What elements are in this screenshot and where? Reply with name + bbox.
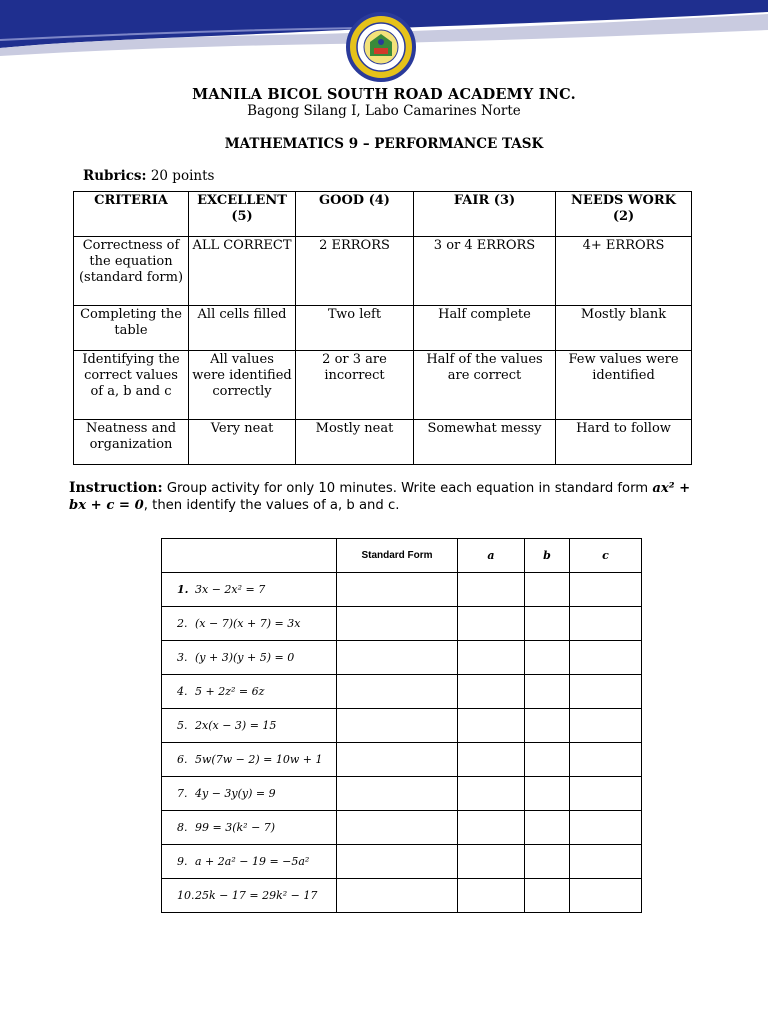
standard-form-answer-cell[interactable] bbox=[337, 607, 458, 641]
equation: 5 + 2z² = 6z bbox=[195, 685, 265, 698]
worksheet-header-cell: c bbox=[570, 539, 642, 573]
worksheet-row bbox=[162, 845, 642, 879]
worksheet-row bbox=[162, 573, 642, 607]
equation-cell bbox=[162, 777, 337, 811]
b-answer-cell[interactable] bbox=[525, 709, 570, 743]
a-answer-cell[interactable] bbox=[458, 573, 525, 607]
standard-form-answer-cell[interactable] bbox=[337, 743, 458, 777]
equation-cell bbox=[162, 675, 337, 709]
standard-form-answer-cell[interactable] bbox=[337, 777, 458, 811]
rubric-cell: Half complete bbox=[414, 306, 556, 351]
worksheet-header-row bbox=[162, 539, 642, 573]
equation-cell bbox=[162, 743, 337, 777]
a-answer-cell[interactable] bbox=[458, 811, 525, 845]
rubric-cell: Mostly neat bbox=[296, 420, 414, 465]
worksheet-header-cell: Standard Form bbox=[337, 539, 458, 573]
equation-cell bbox=[162, 709, 337, 743]
rubric-cell: Half of the values are correct bbox=[414, 351, 556, 420]
rubric-cell: Completing the table bbox=[74, 306, 189, 351]
equation-cell bbox=[162, 607, 337, 641]
c-answer-cell[interactable] bbox=[570, 743, 642, 777]
a-answer-cell[interactable] bbox=[458, 709, 525, 743]
worksheet-row bbox=[162, 709, 642, 743]
equation-cell bbox=[162, 879, 337, 913]
rubric-cell: Few values were identified bbox=[556, 351, 692, 420]
c-answer-cell[interactable] bbox=[570, 573, 642, 607]
rubrics-label: Rubrics: bbox=[83, 168, 147, 184]
school-name: MANILA BICOL SOUTH ROAD ACADEMY INC. bbox=[192, 86, 576, 103]
c-answer-cell[interactable] bbox=[570, 777, 642, 811]
b-answer-cell[interactable] bbox=[525, 811, 570, 845]
item-number: 4. bbox=[177, 685, 188, 698]
b-answer-cell[interactable] bbox=[525, 743, 570, 777]
rubric-cell: Hard to follow bbox=[556, 420, 692, 465]
rubric-cell: ALL CORRECT bbox=[189, 237, 296, 306]
standard-form-answer-cell[interactable] bbox=[337, 675, 458, 709]
equation: 5w(7w − 2) = 10w + 1 bbox=[195, 753, 323, 766]
worksheet-row bbox=[162, 777, 642, 811]
a-answer-cell[interactable] bbox=[458, 641, 525, 675]
rubric-header-cell: CRITERIA bbox=[74, 192, 189, 237]
equation: (y + 3)(y + 5) = 0 bbox=[195, 651, 295, 664]
worksheet-row bbox=[162, 675, 642, 709]
standard-form-answer-cell[interactable] bbox=[337, 709, 458, 743]
rubric-row bbox=[74, 237, 692, 306]
equation: a + 2a² − 19 = −5a² bbox=[195, 855, 310, 868]
standard-form-answer-cell[interactable] bbox=[337, 573, 458, 607]
worksheet-row bbox=[162, 641, 642, 675]
equation: 3x − 2x² = 7 bbox=[195, 583, 266, 596]
rubric-header-cell: FAIR (3) bbox=[414, 192, 556, 237]
a-answer-cell[interactable] bbox=[458, 607, 525, 641]
c-answer-cell[interactable] bbox=[570, 675, 642, 709]
worksheet-row bbox=[162, 811, 642, 845]
worksheet-row bbox=[162, 607, 642, 641]
item-number: 1. bbox=[177, 583, 189, 596]
item-number: 3. bbox=[177, 651, 188, 664]
worksheet-row bbox=[162, 743, 642, 777]
standard-form-formula: ax² + bx + c = 0 bbox=[69, 481, 691, 513]
item-number: 5. bbox=[177, 719, 188, 732]
rubric-cell: Two left bbox=[296, 306, 414, 351]
equation-cell bbox=[162, 573, 337, 607]
instruction-paragraph bbox=[69, 480, 699, 514]
item-number: 8. bbox=[177, 821, 188, 834]
rubric-cell: Very neat bbox=[189, 420, 296, 465]
rubric-row bbox=[74, 420, 692, 465]
a-answer-cell[interactable] bbox=[458, 743, 525, 777]
equation: 25k − 17 = 29k² − 17 bbox=[195, 889, 318, 902]
rubric-header-cell: EXCELLENT (5) bbox=[189, 192, 296, 237]
rubric-cell: All cells filled bbox=[189, 306, 296, 351]
rubrics-heading bbox=[83, 168, 214, 184]
item-number: 10. bbox=[177, 889, 195, 902]
school-seal-logo bbox=[346, 12, 416, 82]
worksheet-header-cell: a bbox=[458, 539, 525, 573]
rubric-cell: Identifying the correct values of a, b and c bbox=[74, 351, 189, 420]
worksheet-row bbox=[162, 879, 642, 913]
item-number: 6. bbox=[177, 753, 188, 766]
c-answer-cell[interactable] bbox=[570, 641, 642, 675]
equation: 99 = 3(k² − 7) bbox=[195, 821, 276, 834]
item-number: 2. bbox=[177, 617, 188, 630]
b-answer-cell[interactable] bbox=[525, 845, 570, 879]
task-title: MATHEMATICS 9 – PERFORMANCE TASK bbox=[224, 136, 544, 152]
a-answer-cell[interactable] bbox=[458, 879, 525, 913]
rubric-row bbox=[74, 351, 692, 420]
b-answer-cell[interactable] bbox=[525, 641, 570, 675]
worksheet-header-cell: b bbox=[525, 539, 570, 573]
c-answer-cell[interactable] bbox=[570, 879, 642, 913]
instruction-text-end: , then identify the values of a, b and c. bbox=[143, 498, 400, 513]
rubric-header-row bbox=[74, 192, 692, 237]
rubric-cell: Somewhat messy bbox=[414, 420, 556, 465]
rubric-cell: 2 or 3 are incorrect bbox=[296, 351, 414, 420]
rubric-cell: 2 ERRORS bbox=[296, 237, 414, 306]
c-answer-cell[interactable] bbox=[570, 811, 642, 845]
rubric-header-cell: GOOD (4) bbox=[296, 192, 414, 237]
worksheet-table bbox=[161, 538, 642, 913]
b-answer-cell[interactable] bbox=[525, 777, 570, 811]
rubric-cell: All values were identified correctly bbox=[189, 351, 296, 420]
equation: 4y − 3y(y) = 9 bbox=[195, 787, 276, 800]
b-answer-cell[interactable] bbox=[525, 675, 570, 709]
standard-form-answer-cell[interactable] bbox=[337, 879, 458, 913]
standard-form-answer-cell[interactable] bbox=[337, 811, 458, 845]
c-answer-cell[interactable] bbox=[570, 709, 642, 743]
a-answer-cell[interactable] bbox=[458, 675, 525, 709]
standard-form-answer-cell[interactable] bbox=[337, 845, 458, 879]
rubric-cell: 3 or 4 ERRORS bbox=[414, 237, 556, 306]
instruction-text: Group activity for only 10 minutes. Write each equation in standard form bbox=[162, 481, 653, 496]
rubric-cell: Correctness of the equation (standard form) bbox=[74, 237, 189, 306]
equation-cell bbox=[162, 811, 337, 845]
rubric-cell: 4+ ERRORS bbox=[556, 237, 692, 306]
standard-form-answer-cell[interactable] bbox=[337, 641, 458, 675]
worksheet-header-cell bbox=[162, 539, 337, 573]
rubric-row bbox=[74, 306, 692, 351]
instruction-label: Instruction: bbox=[69, 480, 163, 496]
b-answer-cell[interactable] bbox=[525, 573, 570, 607]
school-address: Bagong Silang I, Labo Camarines Norte bbox=[247, 103, 521, 119]
c-answer-cell[interactable] bbox=[570, 845, 642, 879]
rubrics-points: 20 points bbox=[150, 168, 215, 184]
b-answer-cell[interactable] bbox=[525, 879, 570, 913]
c-answer-cell[interactable] bbox=[570, 607, 642, 641]
equation-cell bbox=[162, 641, 337, 675]
rubric-header-cell: NEEDS WORK (2) bbox=[556, 192, 692, 237]
rubric-cell: Neatness and organization bbox=[74, 420, 189, 465]
a-answer-cell[interactable] bbox=[458, 777, 525, 811]
rubric-cell: Mostly blank bbox=[556, 306, 692, 351]
equation: (x − 7)(x + 7) = 3x bbox=[195, 617, 301, 630]
equation-cell bbox=[162, 845, 337, 879]
equation: 2x(x − 3) = 15 bbox=[195, 719, 277, 732]
b-answer-cell[interactable] bbox=[525, 607, 570, 641]
rubric-table bbox=[73, 191, 692, 465]
item-number: 7. bbox=[177, 787, 188, 800]
item-number: 9. bbox=[177, 855, 188, 868]
a-answer-cell[interactable] bbox=[458, 845, 525, 879]
